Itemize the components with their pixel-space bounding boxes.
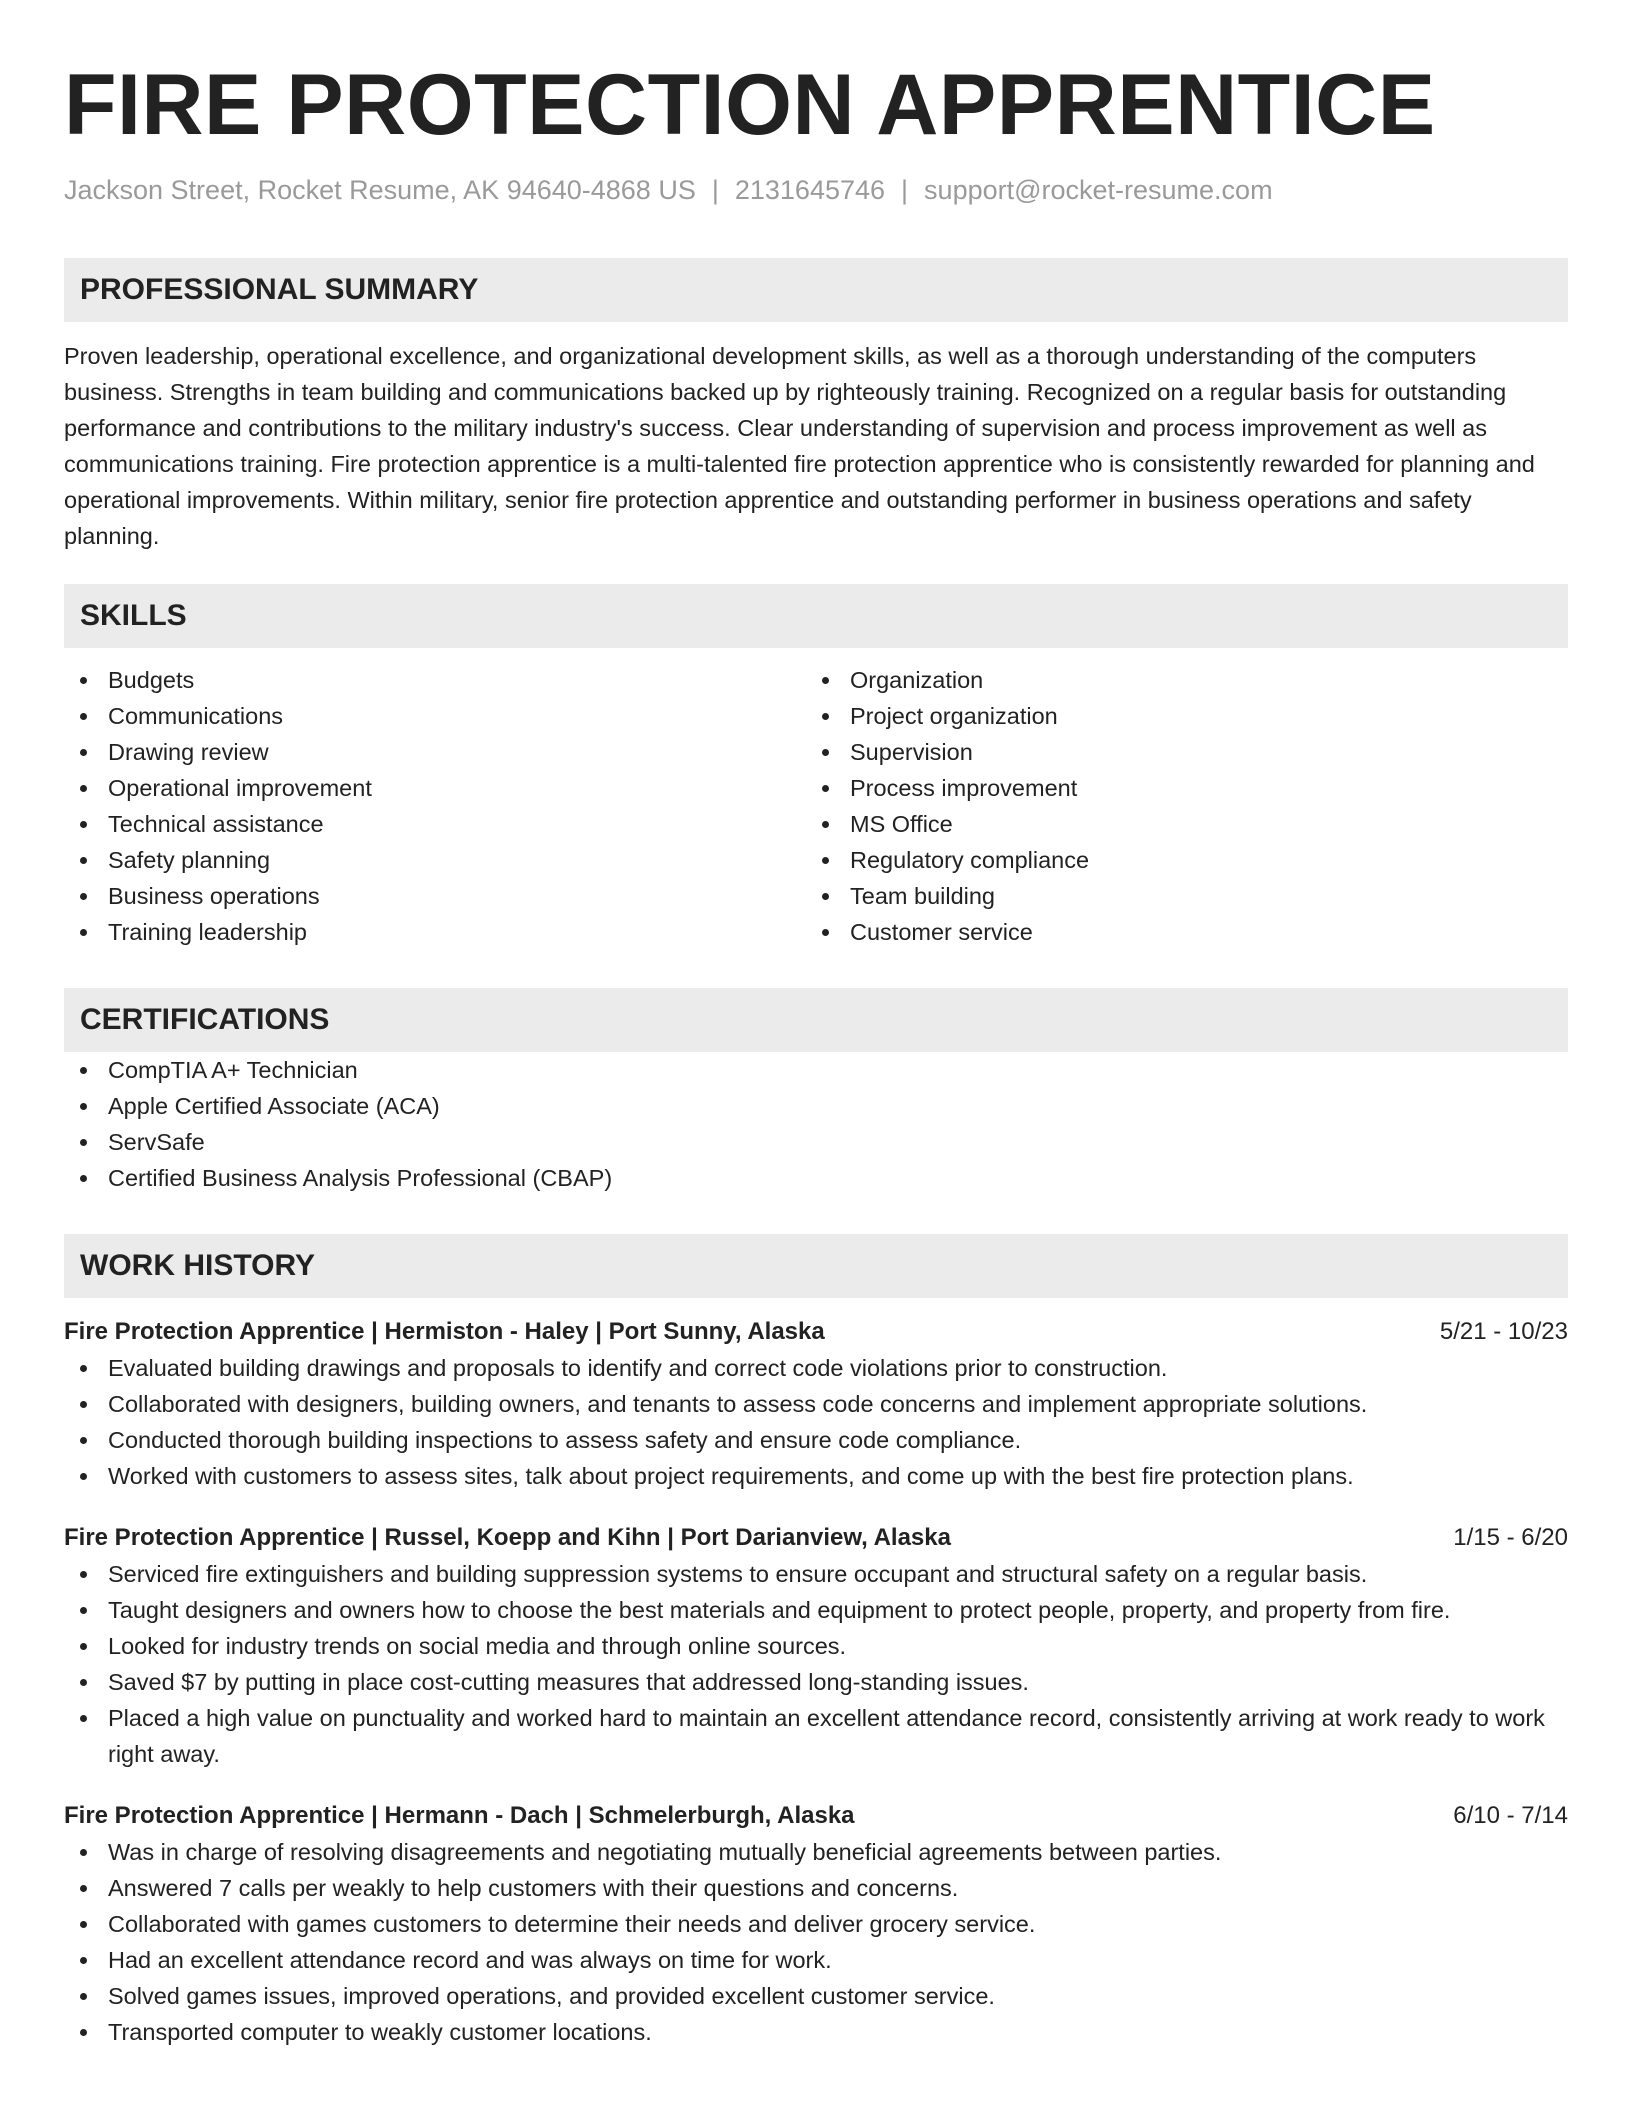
job-dates: 1/15 - 6/20: [1453, 1524, 1568, 1551]
resume-page: [64, 0, 1568, 2050]
job-entry: [64, 1520, 1568, 1772]
job-bullet: Placed a high value on punctuality and worked hard to maintain an excellent attendance record, consistently arriving at work ready to work right away.: [64, 1700, 1568, 1772]
certification-item: Apple Certified Associate (ACA): [64, 1088, 1568, 1124]
skill-item: Safety planning: [64, 842, 806, 878]
contact-separator: |: [901, 175, 909, 205]
job-bullet: Taught designers and owners how to choose the best materials and equipment to protect people, property, and property from fire.: [64, 1592, 1568, 1628]
skill-item: Business operations: [64, 878, 806, 914]
section-heading-summary: PROFESSIONAL SUMMARY: [64, 258, 1568, 322]
skill-item: Project organization: [806, 698, 1548, 734]
contact-phone: 2131645746: [734, 175, 886, 205]
section-heading-skills: SKILLS: [64, 584, 1568, 648]
contact-address: Jackson Street, Rocket Resume, AK 94640-4868 US: [64, 175, 696, 205]
job-bullet: Worked with customers to assess sites, talk about project requirements, and come up with the best fire protection plans.: [64, 1458, 1568, 1494]
skill-item: Regulatory compliance: [806, 842, 1548, 878]
job-dates: 6/10 - 7/14: [1453, 1802, 1568, 1829]
skill-item: Training leadership: [64, 914, 806, 950]
skill-item: Technical assistance: [64, 806, 806, 842]
job-dates: 5/21 - 10/23: [1439, 1318, 1568, 1345]
job-bullet-list: [64, 1350, 1568, 1494]
section-heading-certifications: CERTIFICATIONS: [64, 988, 1568, 1052]
certification-item: CompTIA A+ Technician: [64, 1052, 1568, 1088]
skill-item: Process improvement: [806, 770, 1548, 806]
skill-item: Team building: [806, 878, 1548, 914]
job-title: Fire Protection Apprentice | Hermann - Dach | Schmelerburgh, Alaska: [64, 1802, 855, 1829]
certification-item: ServSafe: [64, 1124, 1568, 1160]
job-bullet: Transported computer to weakly customer locations.: [64, 2014, 1568, 2050]
skill-item: Customer service: [806, 914, 1548, 950]
job-bullet: Had an excellent attendance record and was always on time for work.: [64, 1942, 1568, 1978]
job-bullet-list: [64, 1834, 1568, 2050]
skill-item: Drawing review: [64, 734, 806, 770]
job-bullet: Saved $7 by putting in place cost-cutting measures that addressed long-standing issues.: [64, 1664, 1568, 1700]
skills-column-right: [806, 662, 1548, 950]
job-title: Fire Protection Apprentice | Hermiston - Haley | Port Sunny, Alaska: [64, 1318, 825, 1345]
skill-item: Operational improvement: [64, 770, 806, 806]
job-bullet: Serviced fire extinguishers and building suppression systems to ensure occupant and structural safety on a regular basis.: [64, 1556, 1568, 1592]
contact-line: [64, 174, 1568, 206]
certification-list: [64, 1052, 1568, 1196]
skill-item: Communications: [64, 698, 806, 734]
skill-item: MS Office: [806, 806, 1548, 842]
job-title: Fire Protection Apprentice | Russel, Koepp and Kihn | Port Darianview, Alaska: [64, 1524, 951, 1551]
job-bullet: Conducted thorough building inspections to assess safety and ensure code compliance.: [64, 1422, 1568, 1458]
certification-item: Certified Business Analysis Professional (CBAP): [64, 1160, 1568, 1196]
job-bullet: Collaborated with games customers to determine their needs and deliver grocery service.: [64, 1906, 1568, 1942]
section-heading-work-history: WORK HISTORY: [64, 1234, 1568, 1298]
resume-name: FIRE PROTECTION APPRENTICE: [64, 57, 1436, 153]
job-bullet-list: [64, 1556, 1568, 1772]
job-bullet: Looked for industry trends on social media and through online sources.: [64, 1628, 1568, 1664]
skill-item: Budgets: [64, 662, 806, 698]
job-entry: [64, 1798, 1568, 2050]
skill-item: Organization: [806, 662, 1548, 698]
job-bullet: Collaborated with designers, building owners, and tenants to assess code concerns and implement appropriate solutions.: [64, 1386, 1568, 1422]
job-bullet: Evaluated building drawings and proposals to identify and correct code violations prior to construction.: [64, 1350, 1568, 1386]
job-bullet: Answered 7 calls per weakly to help customers with their questions and concerns.: [64, 1870, 1568, 1906]
skill-item: Supervision: [806, 734, 1548, 770]
job-entry: [64, 1314, 1568, 1494]
job-title-row: [64, 1520, 1568, 1556]
job-bullet: Solved games issues, improved operations, and provided excellent customer service.: [64, 1978, 1568, 2014]
job-title-row: [64, 1798, 1568, 1834]
job-title-row: [64, 1314, 1568, 1350]
skills-grid: [64, 662, 1568, 950]
job-bullet: Was in charge of resolving disagreements and negotiating mutually beneficial agreements between parties.: [64, 1834, 1568, 1870]
contact-email: support@rocket-resume.com: [924, 175, 1273, 205]
summary-text: Proven leadership, operational excellence, and organizational development skills, as well as a thorough understanding of the computers business. Strengths in team building and communications backed up by righteously training. Recognized on a regular basis for outstanding performance and contributions to the military industry's success. Clear understanding of supervision and process improvement as well as communications training. Fire protection apprentice is a multi-talented fire protection apprentice who is consistently rewarded for planning and operational improvements. Within military, senior fire protection apprentice and outstanding performer in business operations and safety planning.: [64, 343, 1535, 549]
contact-separator: |: [711, 175, 719, 205]
skills-column-left: [64, 662, 806, 950]
